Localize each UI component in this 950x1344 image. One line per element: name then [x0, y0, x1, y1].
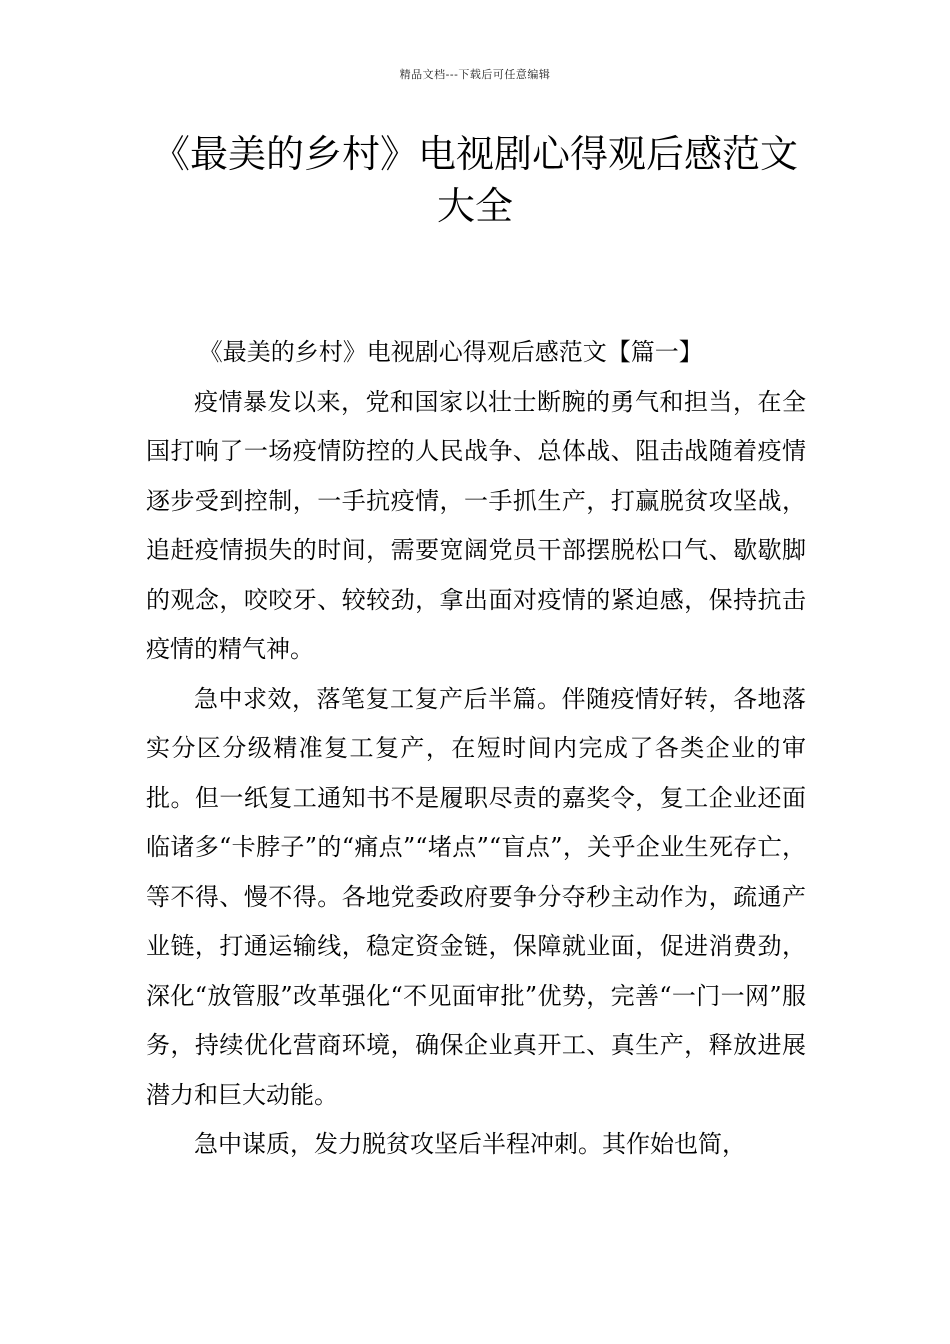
document-title: 《最美的乡村》电视剧心得观后感范文大全: [151, 132, 798, 228]
section-heading: 《最美的乡村》电视剧心得观后感范文【篇一】: [198, 338, 703, 366]
header-note: 精品文档---下载后可任意编辑: [399, 68, 551, 81]
document-body: [146, 328, 806, 1170]
paragraph-3: 急中谋质，发力脱贫攻坚后半程冲刺。其作始也简，: [194, 1130, 746, 1158]
paragraph-1: 疫情暴发以来，党和国家以壮士断腕的勇气和担当，在全国打响了一场疫情防控的人民战争、总体战、阻击战随着疫情逐步受到控制，一手抗疫情，一手抓生产，打赢脱贫攻坚战，追赶疫情损失的时间，需要宽阔党员干部摆脱松口气、歇歇脚的观念，咬咬牙、较较劲，拿出面对疫情的紧迫感，保持抗击疫情的精气神。: [146, 387, 806, 663]
paragraph-2: 急中求效，落笔复工复产后半篇。伴随疫情好转，各地落实分区分级精准复工复产，在短时间内完成了各类企业的审批。但一纸复工通知书不是履职尽责的嘉奖令，复工企业还面临诸多“卡脖子”的“痛点”“堵点”“盲点”，关乎企业生死存亡，等不得、慢不得。各地党委政府要争分夺秒主动作为，疏通产业链，打通运输线，稳定资金链，保障就业面，促进消费劲，深化“放管服”改革强化“不见面审批”优势，完善“一门一网”服务，持续优化营商环境，确保企业真开工、真生产，释放进展潜力和巨大动能。: [146, 684, 806, 1109]
